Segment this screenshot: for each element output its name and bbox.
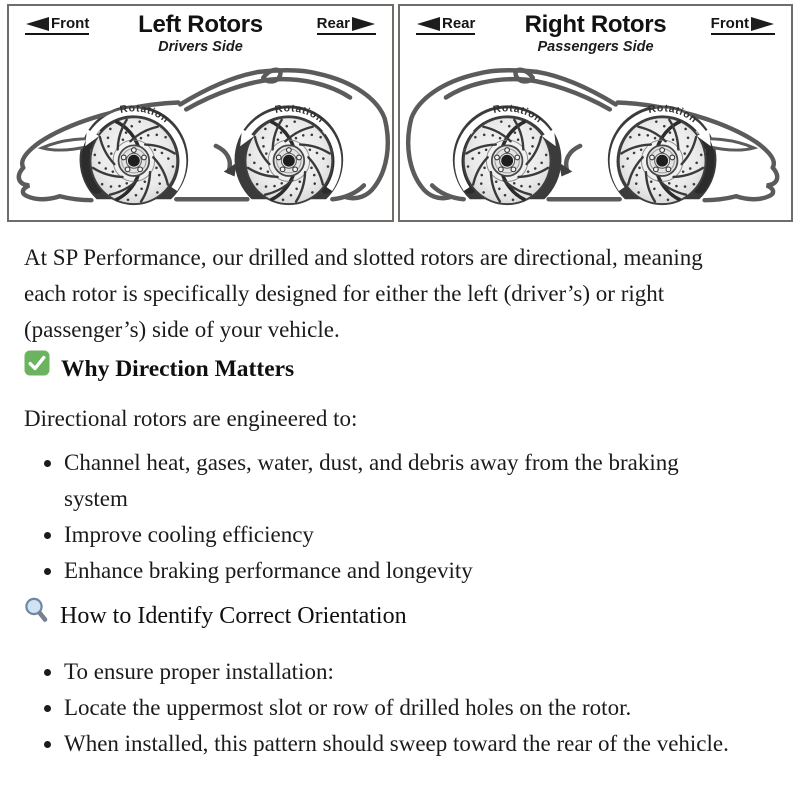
orientation-list bbox=[24, 654, 776, 762]
section-heading-identify-orientation bbox=[24, 597, 776, 635]
arrow-left-icon bbox=[416, 16, 441, 32]
rotor-direction-figure bbox=[0, 0, 800, 226]
car-sketch bbox=[19, 70, 388, 204]
rotation-label-front: Rotation bbox=[647, 103, 700, 126]
direction-label-text: Front bbox=[51, 15, 90, 32]
panel-title: Right Rotors bbox=[524, 11, 667, 38]
front-direction-label bbox=[25, 15, 89, 35]
rear-direction-label bbox=[317, 15, 376, 35]
rotation-label-front: Rotation bbox=[119, 103, 171, 126]
left-panel-header bbox=[9, 6, 392, 58]
benefits-list bbox=[24, 445, 776, 589]
panel-subtitle: Drivers Side bbox=[158, 39, 243, 55]
section-heading-text: Why Direction Matters bbox=[61, 355, 295, 382]
car-sketch-mirrored bbox=[408, 70, 777, 204]
check-icon bbox=[24, 350, 50, 387]
intro-paragraph: At SP Performance, our drilled and slotted rotors are directional, meaning each rotor is specifically designed for either the left (driver’s) or right (passenger’s) side of your vehicle. bbox=[24, 245, 703, 342]
section-heading-why-direction-matters bbox=[24, 350, 776, 387]
magnifier-icon bbox=[24, 597, 49, 635]
list-item: • Channel heat, gases, water, dust, and debris away from the braking system bbox=[64, 445, 709, 517]
direction-label-text: Rear bbox=[316, 15, 350, 32]
list-item: • When installed, this pattern should sweep toward the rear of the vehicle. bbox=[64, 726, 764, 762]
panel-subtitle: Passengers Side bbox=[537, 39, 654, 55]
arrow-right-icon bbox=[351, 16, 376, 32]
list-item: • Improve cooling efficiency bbox=[64, 517, 709, 553]
section-lead: Directional rotors are engineered to: bbox=[24, 406, 358, 431]
panel-title: Left Rotors bbox=[138, 11, 263, 38]
list-item: • Enhance braking performance and longevity bbox=[64, 553, 709, 589]
left-car-illustration bbox=[10, 61, 391, 217]
right-rotors-panel bbox=[398, 4, 793, 222]
rotation-label-rear: Rotation bbox=[492, 103, 545, 126]
direction-label-text: Rear bbox=[442, 15, 476, 32]
direction-label-text: Front bbox=[710, 15, 749, 32]
list-item: • To ensure proper installation: bbox=[64, 654, 764, 690]
list-item: • Locate the uppermost slot or row of drilled holes on the rotor. bbox=[64, 690, 764, 726]
left-rotors-panel bbox=[7, 4, 394, 222]
section-heading-text: How to Identify Correct Orientation bbox=[60, 603, 407, 629]
rotation-label-rear: Rotation bbox=[274, 103, 326, 126]
right-car-illustration bbox=[401, 61, 790, 217]
front-direction-label bbox=[711, 15, 775, 35]
article-content bbox=[0, 240, 800, 762]
rear-direction-label bbox=[416, 15, 475, 35]
right-panel-header bbox=[400, 6, 791, 58]
arrow-left-icon bbox=[25, 16, 50, 32]
arrow-right-icon bbox=[750, 16, 775, 32]
